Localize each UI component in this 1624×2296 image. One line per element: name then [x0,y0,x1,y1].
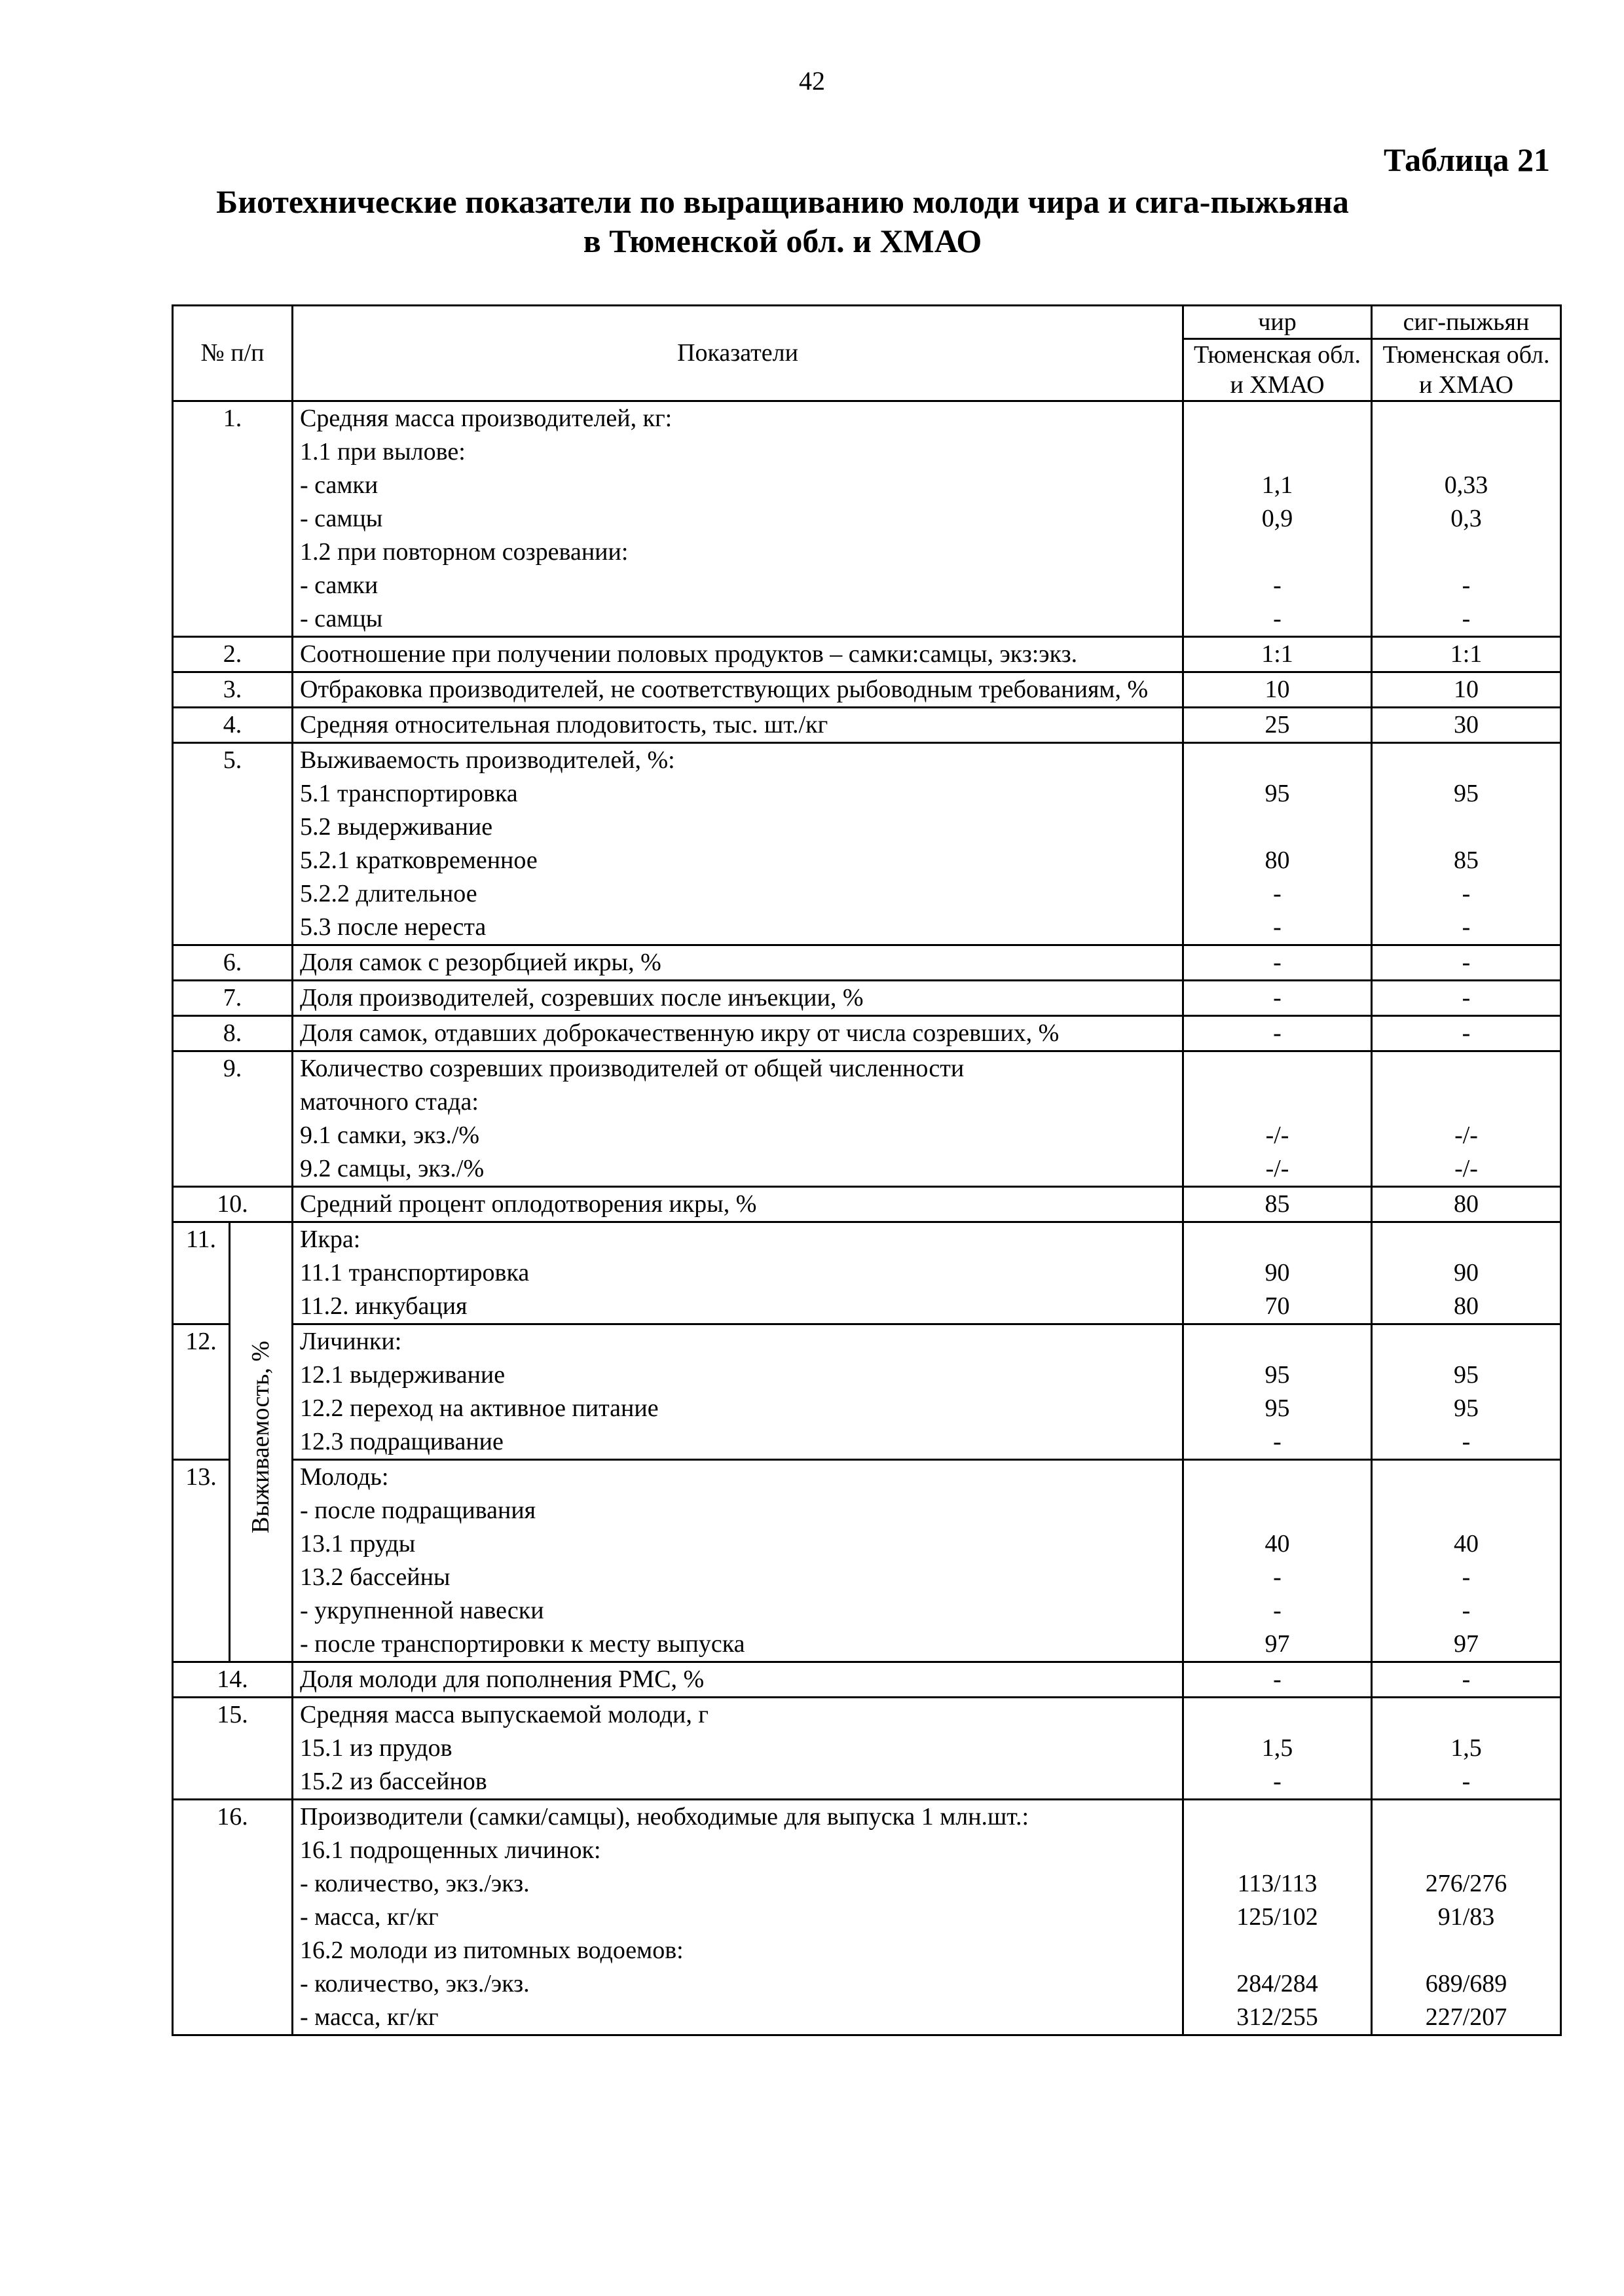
table-row [173,945,1561,981]
value-chir [1183,1698,1372,1800]
value-chir [1183,981,1372,1016]
value-line: - [1462,913,1471,941]
value-line: 0,33 [1444,471,1488,499]
value-sig-pyzhyan [1372,743,1561,945]
table-row [173,1460,1561,1662]
value-line: 30 [1454,711,1479,738]
indicator-cell [293,637,1183,672]
value-line: 227/207 [1425,2003,1507,2031]
value-sig-pyzhyan [1372,981,1561,1016]
value-line: 113/113 [1237,1870,1318,1897]
value-line [1379,1325,1553,1358]
header-num: № п/п [173,306,293,401]
value-chir [1183,401,1372,637]
value-line: - [1462,1019,1471,1047]
indicator-line: 1.1 при вылове: [300,438,466,465]
value-line [1379,1052,1553,1085]
indicator-cell [293,1222,1183,1324]
indicator-line: 9.1 самки, экз./% [300,1121,480,1149]
indicator-line: - масса, кг/кг [300,2003,439,2031]
value-line [1379,402,1553,435]
indicator-line: Личинки: [300,1328,402,1355]
value-line: - [1462,984,1471,1011]
value-line: 95 [1264,1394,1290,1422]
value-line: 95 [1454,1361,1479,1389]
indicator-line: 11.2. инкубация [300,1292,468,1320]
value-sig-pyzhyan [1372,708,1561,743]
value-line [1379,1698,1553,1732]
value-line: 95 [1264,1361,1290,1389]
table-row [173,1324,1561,1460]
value-line [1190,1461,1364,1494]
header-region-1: Тюменская обл. и ХМАО [1183,339,1372,401]
value-sig-pyzhyan [1372,1460,1561,1662]
value-sig-pyzhyan [1372,1051,1561,1187]
indicator-cell [293,1051,1183,1187]
row-number: 5. [173,743,293,945]
value-chir [1183,637,1372,672]
row-number: 9. [173,1051,293,1187]
value-line: - [1273,1768,1282,1795]
value-line: 70 [1264,1292,1290,1320]
value-chir [1183,672,1372,708]
value-line: 80 [1264,847,1290,874]
indicator-line: Доля производителей, созревших после инъекции, % [300,984,864,1011]
value-line [1190,1834,1364,1867]
indicator-line: 12.2 переход на активное питание [300,1394,659,1422]
value-line: -/- [1265,1155,1289,1182]
table-row [173,1051,1561,1187]
row-number: 16. [173,1800,293,2035]
value-line: - [1462,605,1471,632]
header-indicators: Показатели [293,306,1183,401]
value-line [1190,744,1364,777]
indicator-line: 13.1 пруды [300,1530,416,1558]
value-line: - [1273,913,1282,941]
indicator-cell [293,1324,1183,1460]
row-number: 15. [173,1698,293,1800]
value-line: 95 [1454,1394,1479,1422]
value-line: 1:1 [1450,640,1483,668]
value-line: 1:1 [1261,640,1293,668]
value-line: 25 [1264,711,1290,738]
value-line: -/- [1265,1121,1289,1149]
value-sig-pyzhyan [1372,672,1561,708]
title-line-2: в Тюменской обл. и ХМАО [583,223,982,259]
value-line [1379,1800,1553,1834]
header-region-2: Тюменская обл. и ХМАО [1372,339,1561,401]
row-number: 1. [173,401,293,637]
value-chir [1183,1662,1372,1698]
indicator-line: - после транспортировки к месту выпуска [300,1630,745,1658]
indicator-line: - самки [300,471,378,499]
value-line: - [1273,880,1282,907]
table-body [173,401,1561,2035]
survival-group-label [230,1222,293,1662]
table-row [173,1698,1561,1800]
value-line: 95 [1264,780,1290,807]
value-line: 10 [1264,676,1290,703]
indicator-cell [293,1698,1183,1800]
value-line: 40 [1264,1530,1290,1558]
indicator-line: Средняя относительная плодовитость, тыс. шт./кг [300,711,828,738]
value-line: 10 [1454,676,1479,703]
data-table-wrapper [172,304,1562,2036]
indicator-line: 16.1 подрощенных личинок: [300,1836,601,1864]
row-number: 12. [173,1324,230,1460]
table-row [173,708,1561,743]
indicator-line: Икра: [300,1226,361,1253]
value-line [1379,1934,1553,1967]
value-line: - [1273,1666,1282,1693]
indicator-line: 11.1 транспортировка [300,1259,530,1286]
value-sig-pyzhyan [1372,945,1561,981]
survival-group-text: Выживаемость, % [247,1341,274,1534]
indicator-cell [293,1662,1183,1698]
indicator-line: Производители (самки/самцы), необходимые для выпуска 1 млн.шт.: [300,1803,1029,1831]
value-line: - [1273,572,1282,599]
value-line: 95 [1454,780,1479,807]
indicator-line: 5.2 выдерживание [300,813,493,841]
value-line: 284/284 [1236,1970,1318,1997]
indicator-cell [293,1460,1183,1662]
value-chir [1183,1051,1372,1187]
value-line [1190,536,1364,569]
indicator-cell [293,945,1183,981]
indicator-line: - количество, экз./экз. [300,1970,530,1997]
value-line: - [1462,1563,1471,1591]
value-sig-pyzhyan [1372,1324,1561,1460]
indicator-line: 9.2 самцы, экз./% [300,1155,485,1182]
header-species-1: чир [1183,306,1372,339]
indicator-line: Средний процент оплодотворения икры, % [300,1190,757,1218]
value-line: 80 [1454,1190,1479,1218]
value-chir [1183,743,1372,945]
indicator-line: 12.1 выдерживание [300,1361,506,1389]
value-line [1379,536,1553,569]
value-line [1190,1085,1364,1119]
value-line: 90 [1264,1259,1290,1286]
header-species-2: сиг-пыжьян [1372,306,1561,339]
value-line: 276/276 [1425,1870,1507,1897]
value-line: - [1273,605,1282,632]
value-line [1379,744,1553,777]
row-number: 13. [173,1460,230,1662]
title-line-1: Биотехнические показатели по выращиванию молоди чира и сига-пыжьяна [216,183,1349,220]
value-line [1190,1800,1364,1834]
indicator-cell [293,1016,1183,1051]
row-number: 2. [173,637,293,672]
row-number: 6. [173,945,293,981]
indicator-cell [293,981,1183,1016]
value-line [1379,1085,1553,1119]
value-line [1190,435,1364,469]
document-title [0,182,1624,261]
value-line: 1,1 [1261,471,1293,499]
value-line: - [1273,949,1282,976]
value-line [1190,811,1364,844]
indicator-cell [293,401,1183,637]
table-row [173,672,1561,708]
value-line [1190,1698,1364,1732]
value-line: - [1273,1019,1282,1047]
value-line [1190,1934,1364,1967]
value-line: - [1273,984,1282,1011]
indicator-line: - количество, экз./экз. [300,1870,530,1897]
value-line [1379,1461,1553,1494]
table-row [173,981,1561,1016]
value-line: 97 [1264,1630,1290,1658]
indicator-line: Средняя масса производителей, кг: [300,405,673,432]
value-line: - [1462,880,1471,907]
indicator-line: Молодь: [300,1463,389,1491]
row-number: 11. [173,1222,230,1324]
value-line [1190,1325,1364,1358]
value-line: 1,5 [1261,1734,1293,1762]
value-line: 0,3 [1450,505,1482,532]
indicator-line: 15.1 из прудов [300,1734,452,1762]
table-row [173,743,1561,945]
value-line: - [1462,1597,1471,1624]
indicator-line: Выживаемость производителей, %: [300,746,675,774]
indicator-line: Доля самок, отдавших доброкачественную икру от числа созревших, % [300,1019,1060,1047]
indicator-line: 5.2.1 кратковременное [300,847,538,874]
value-line: 125/102 [1236,1903,1318,1931]
value-line: 0,9 [1261,505,1293,532]
value-line [1190,1223,1364,1256]
row-number: 10. [173,1187,293,1222]
indicator-line: - самцы [300,605,383,632]
table-row [173,1662,1561,1698]
indicator-line: 12.3 подращивание [300,1428,504,1455]
value-line [1190,1494,1364,1527]
row-number: 3. [173,672,293,708]
value-line: - [1462,1428,1471,1455]
value-line: -/- [1454,1155,1478,1182]
indicator-line: маточного стада: [300,1088,479,1116]
row-number: 4. [173,708,293,743]
value-line: - [1273,1563,1282,1591]
indicator-line: - после подращивания [300,1497,536,1524]
value-line: - [1462,949,1471,976]
value-line: -/- [1454,1121,1478,1149]
indicator-line: - масса, кг/кг [300,1903,439,1931]
indicator-line: - укрупненной навески [300,1597,544,1624]
value-sig-pyzhyan [1372,1662,1561,1698]
row-number: 14. [173,1662,293,1698]
indicator-line: Доля молоди для пополнения РМС, % [300,1666,705,1693]
table-row [173,637,1561,672]
table-row [173,1016,1561,1051]
indicator-line: 5.3 после нереста [300,913,487,941]
value-chir [1183,1324,1372,1460]
indicator-line: 1.2 при повторном созревании: [300,538,629,566]
value-chir [1183,708,1372,743]
indicator-line: Соотношение при получении половых продуктов – самки:самцы, экз:экз. [300,640,1078,668]
indicator-line: Доля самок с резорбцией икры, % [300,949,661,976]
value-line: - [1273,1428,1282,1455]
value-sig-pyzhyan [1372,1222,1561,1324]
value-chir [1183,1460,1372,1662]
value-sig-pyzhyan [1372,401,1561,637]
indicator-line: - самцы [300,505,383,532]
indicator-line: Отбраковка производителей, не соответствующих рыбоводным требованиям, % [300,676,1149,703]
indicator-line: Количество созревших производителей от общей численности [300,1055,965,1082]
value-line: 1,5 [1450,1734,1482,1762]
row-number: 8. [173,1016,293,1051]
indicator-line: - самки [300,572,378,599]
value-line [1379,1223,1553,1256]
value-line: 91/83 [1437,1903,1495,1931]
value-line [1379,1834,1553,1867]
value-line: 689/689 [1425,1970,1507,1997]
page-number: 42 [799,66,825,96]
value-line: 90 [1454,1259,1479,1286]
data-table [172,304,1562,2036]
value-line: - [1273,1597,1282,1624]
value-line [1190,1052,1364,1085]
indicator-cell [293,1187,1183,1222]
value-sig-pyzhyan [1372,1698,1561,1800]
value-chir [1183,945,1372,981]
table-label: Таблица 21 [1383,141,1550,178]
indicator-line: 15.2 из бассейнов [300,1768,487,1795]
value-line: 97 [1454,1630,1479,1658]
value-line: 85 [1454,847,1479,874]
indicator-line: 5.2.2 длительное [300,880,477,907]
value-line: 85 [1264,1190,1290,1218]
value-line [1190,402,1364,435]
indicator-cell [293,672,1183,708]
value-sig-pyzhyan [1372,1187,1561,1222]
value-sig-pyzhyan [1372,1016,1561,1051]
value-line: 80 [1454,1292,1479,1320]
indicator-line: 5.1 транспортировка [300,780,518,807]
indicator-cell [293,1800,1183,2035]
value-chir [1183,1800,1372,2035]
row-number: 7. [173,981,293,1016]
value-chir [1183,1016,1372,1051]
value-chir [1183,1187,1372,1222]
indicator-cell [293,708,1183,743]
value-line: 312/255 [1236,2003,1318,2031]
value-sig-pyzhyan [1372,637,1561,672]
value-line [1379,811,1553,844]
indicator-line: Средняя масса выпускаемой молоди, г [300,1701,709,1728]
indicator-line: 16.2 молоди из питомных водоемов: [300,1937,684,1964]
table-row [173,1187,1561,1222]
table-row [173,1800,1561,2035]
indicator-cell [293,743,1183,945]
indicator-line: 13.2 бассейны [300,1563,451,1591]
value-line [1379,1494,1553,1527]
value-line: 40 [1454,1530,1479,1558]
table-row [173,401,1561,637]
table-row [173,1222,1561,1324]
value-line: - [1462,1768,1471,1795]
value-line: - [1462,1666,1471,1693]
value-sig-pyzhyan [1372,1800,1561,2035]
value-line [1379,435,1553,469]
value-chir [1183,1222,1372,1324]
value-line: - [1462,572,1471,599]
